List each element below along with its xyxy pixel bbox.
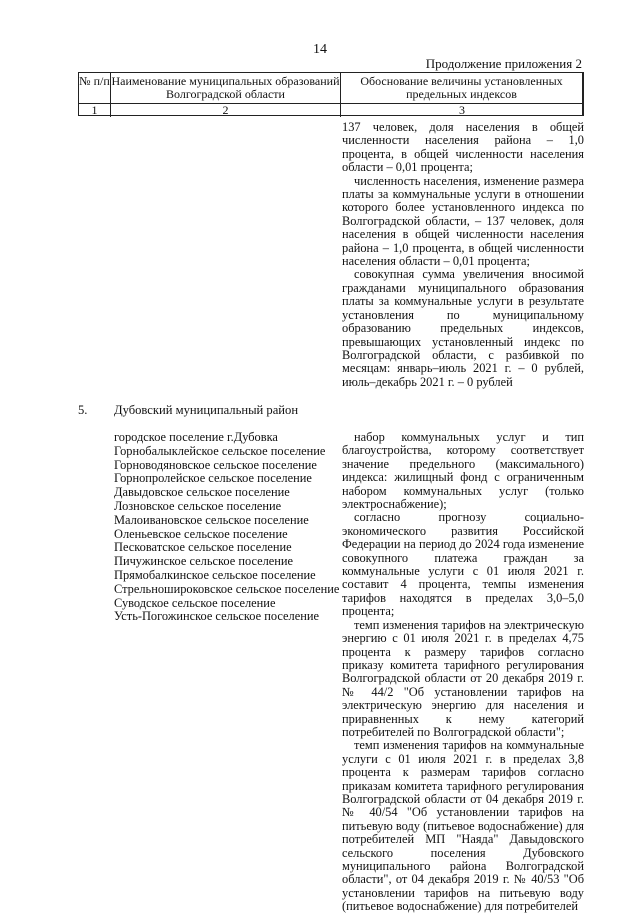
list-item: Горноводяновское сельское поселение (114, 457, 317, 472)
section-number: 5. (78, 403, 88, 417)
settlement-list (114, 431, 339, 624)
paragraph: 137 человек, доля населения в общей численности населения района – 1,0 процента, в общей численности населения области – 0,01 процента; (342, 120, 584, 175)
list-item: Давыдовское сельское поселение (114, 485, 290, 500)
table-header (78, 72, 584, 116)
page-number: 14 (313, 42, 327, 57)
paragraph: темп изменения тарифов на коммунальные услуги с 01 июля 2021 г. в пределах 3,8 процента к размерам тарифов согласно приказам комитета тарифного регулирования Волгоградской области от 04 декабря 2019 г. № 40/54 "Об установлении тарифов на питьевую воду (питьевое водоснабжение) для потребителей МП "Наяда" Давыдовского сельского поселения Дубовского муниципального района Волгоградской области", от 04 декабря 2019 г. № 40/53 "Об установлении тарифов на питьевую воду (питьевое водоснабжение) для потребителей (342, 738, 584, 914)
justification-text-lower (342, 431, 584, 914)
list-item: Малоивановское сельское поселение (114, 512, 309, 527)
header-col-justification: Обоснование величины установленных предельных индексов (341, 73, 583, 115)
list-item: Лозновское сельское поселение (114, 498, 282, 513)
list-item: Песковатское сельское поселение (114, 540, 292, 555)
header-num-3: 3 (459, 103, 465, 117)
list-item: Стрельношироковское сельское поселение (114, 581, 340, 596)
paragraph: согласно прогнозу социально-экономического развития Российской Федерации на период до 2024 года изменение совокупного платежа граждан за коммунальные услуги с 01 июля 2021 г. составит 4 процента, темпы изменения тарифов находятся в пределах 3,0–5,0 процента; (342, 510, 584, 619)
list-item: Усть-Погожинское сельское поселение (114, 609, 319, 624)
justification-text-upper (342, 121, 584, 389)
continuation-label: Продолжение приложения 2 (425, 56, 582, 71)
paragraph: темп изменения тарифов на электрическую энергию с 01 июля 2021 г. в пределах 4,75 процента к размеру тарифов согласно приказу комитета тарифного регулирования Волгоградской области от 20 декабря 2019 г. № 44/2 "Об установлении тарифов на электрическую энергию для населения и приравненных к нему категорий потребителей по Волгоградской области"; (342, 617, 584, 739)
header-numbering-row (79, 103, 583, 117)
section-title: Дубовский муниципальный район (114, 403, 299, 417)
list-item: Суводское сельское поселение (114, 595, 276, 610)
header-col-municipality: Наименование муниципальных образований Волгоградской области (111, 73, 341, 115)
list-item: Пичужинское сельское поселение (114, 554, 294, 569)
list-item: Прямобалкинское сельское поселение (114, 567, 316, 582)
list-item: Горнопролейское сельское поселение (114, 471, 312, 486)
paragraph: набор коммунальных услуг и тип благоустройства, которому соответствует значение предельного (максимального) индекса: жилищный фонд с ограниченным набором коммунальных услуг (только электроснабжение); (342, 430, 584, 512)
list-item: Горнобалыклейское сельское поселение (114, 443, 326, 458)
header-num-1: 1 (79, 104, 111, 117)
list-item: городское поселение г.Дубовка (114, 430, 278, 444)
paragraph: численность населения, изменение размера платы за коммунальные услуги в отношении которого более установленного индекса по Волгоградской области, – 137 человек, доля населения в общей численности населения района – 1,0 процента, в общей численности населения области – 0,01 процента; (342, 173, 584, 269)
header-num-2: 2 (111, 104, 341, 117)
header-col-number: № п/п (79, 73, 111, 115)
paragraph: совокупная сумма увеличения вносимой гражданами муниципального образования платы за коммунальные услуги в результате установления по муниципальному образованию предельных индексов, превышающих установленный индекс по Волгоградской области, с разбивкой по месяцам: январь–июль 2021 г. – 0 рублей, июль–декабрь 2021 г. – 0 рублей (342, 267, 584, 389)
section-heading (78, 403, 298, 418)
list-item: Оленьевское сельское поселение (114, 526, 288, 541)
